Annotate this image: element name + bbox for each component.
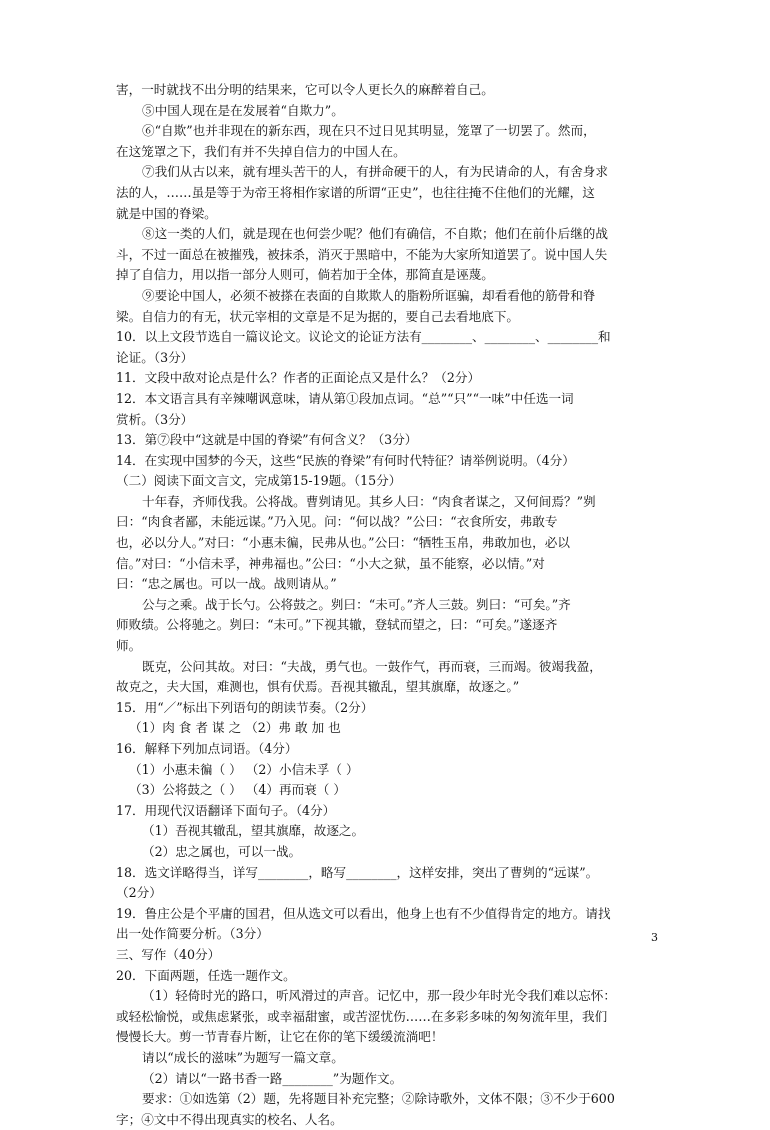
question-11: 11．文段中敌对论点是什么？作者的正面论点又是什么？（2分） xyxy=(116,370,481,386)
text-line: 公与之乘。战于长勺。公将鼓之。刿曰：“未可。”齐人三鼓。刿曰：“可矣。”齐 xyxy=(142,596,571,612)
section-heading: 三、写作（40分） xyxy=(116,946,221,962)
question-14: 14．在实现中国梦的今天，这些“民族的脊梁”有何时代特征？请举例说明。（4分） xyxy=(116,452,575,468)
text-line: ⑨要论中国人，必须不被搽在表面的自欺欺人的脂粉所诓骗，却看看他的筋骨和脊 xyxy=(142,287,596,303)
text-line: 赏析。（3分） xyxy=(116,411,194,427)
text-line: 师败绩。公将驰之。刿曰：“未可。”下视其辙，登轼而望之，曰：“可矣。”遂逐齐 xyxy=(116,617,558,633)
text-line: 梁。自信力的有无，状元宰相的文章是不足为据的，要自己去看地底下。 xyxy=(116,308,519,324)
question-13: 13．第⑦段中“这就是中国的脊梁”有何含义？（3分） xyxy=(116,432,418,448)
text-line: 害，一时就找不出分明的结果来，它可以令人更长久的麻醉着自己。 xyxy=(116,82,494,97)
text-line: 请以“成长的滋味”为题写一篇文章。 xyxy=(142,1049,344,1065)
text-line: 曰：“忠之属也。可以一战。战则请从。” xyxy=(116,576,337,592)
text-line: 慢慢长大。剪一节青春片断，让它在你的笔下缓缓流淌吧！ xyxy=(116,1029,444,1045)
section-heading: （二）阅读下面文言文，完成第15-19题。（15分） xyxy=(116,473,402,489)
page-number: 3 xyxy=(651,931,658,944)
text-line: （3）公将鼓之（ ） （4）再而衰（ ） xyxy=(129,782,346,798)
text-line: 曰：“肉食者鄙，未能远谋。”乃入见。问：“何以战？”公曰：“衣食所安，弗敢专 xyxy=(116,514,558,530)
question-16: 16．解释下列加点词语。（4分） xyxy=(116,741,298,756)
text-line: （1）轻倚时光的路口，听风滑过的声音。记忆中，那一段少年时光令我们难以忘怀： xyxy=(142,988,616,1004)
question-17: 17．用现代汉语翻译下面句子。（4分） xyxy=(116,802,336,818)
question-18: 18．选文详略得当，详写________，略写________，这样安排，突出了曹刿的“远谋”。 xyxy=(116,864,599,880)
text-line: （2分） xyxy=(116,885,162,901)
text-line: 斗，不过一面总在被摧残，被抹杀，消灭于黑暗中，不能为大家所知道罢了。说中国人失 xyxy=(116,246,608,262)
text-line: （1）肉 食 者 谋 之 （2）弗 敢 加 也 xyxy=(129,720,341,736)
text-line: 信。”对曰：“小信未孚，神弗福也。”公曰：“小大之狱，虽不能察，必以情。”对 xyxy=(116,555,545,571)
text-line: ⑤中国人现在是在发展着“自欺力”。 xyxy=(142,102,344,118)
question-12: 12．本文语言具有辛辣嘲讽意味，请从第①段加点词。“总”“只”“一味”中任选一词 xyxy=(116,390,574,406)
text-line: （2）忠之属也，可以一战。 xyxy=(142,843,302,859)
text-line: 既克，公问其故。对曰：“夫战，勇气也。一鼓作气，再而衰，三而竭。彼竭我盈， xyxy=(142,658,602,674)
text-line: （1）小惠未徧（ ） （2）小信未孚（ ） xyxy=(129,761,359,777)
question-20: 20．下面两题，任选一题作文。 xyxy=(116,967,296,983)
text-line: 或轻松愉悦，或焦虑紧张，或幸福甜蜜，或苦涩忧伤……在多彩多味的匆匆流年里，我们 xyxy=(116,1008,608,1024)
text-line: 在这笼罩之下，我们有并不失掉自信力的中国人在。 xyxy=(116,143,406,159)
text-line: 字；④文中不得出现真实的校名、人名。 xyxy=(116,1111,343,1127)
text-line: 师。 xyxy=(116,638,142,654)
text-line: 十年春，齐师伐我。公将战。曹刿请见。其乡人曰：“肉食者谋之，又何间焉？”刿 xyxy=(142,493,596,509)
text-line: 就是中国的脊梁。 xyxy=(116,205,217,221)
text-line: 故克之，夫大国，难测也，惧有伏焉。吾视其辙乱，望其旗靡，故逐之。” xyxy=(116,679,520,695)
question-19: 19．鲁庄公是个平庸的国君，但从选文可以看出，他身上也有不少值得肯定的地方。请找 xyxy=(116,905,611,921)
text-line: ⑦我们从古以来，就有埋头苦干的人，有拼命硬干的人，有为民请命的人，有舍身求 xyxy=(142,164,608,180)
document-body xyxy=(116,80,656,1130)
text-line: 掉了自信力，用以指一部分人则可，倘若加于全体，那简直是诬蔑。 xyxy=(116,267,494,283)
text-line: ⑧这一类的人们，就是现在也何尝少呢？他们有确信，不自欺；他们在前仆后继的战 xyxy=(142,226,608,242)
text-line: （2）请以“一路书香一路________”为题作文。 xyxy=(142,1070,403,1086)
question-15: 15．用“／”标出下列语句的朗读节奏。（2分） xyxy=(116,699,374,715)
text-line: 要求：①如选第（2）题，先将题目补充完整；②除诗歌外，文体不限；③不少于600 xyxy=(142,1091,615,1107)
text-line: （1）吾视其辙乱，望其旗靡，故逐之。 xyxy=(142,823,365,839)
text-line: 论证。（3分） xyxy=(116,349,194,365)
text-line: 法的人，……虽是等于为帝王将相作家谱的所谓“正史”，也往往掩不住他们的光耀，这 xyxy=(116,184,595,200)
text-line: 出一处作简要分析。（3分） xyxy=(116,926,269,942)
text-line: ⑥“自欺”也并非现在的新东西，现在只不过日见其明显，笼罩了一切罢了。然而， xyxy=(142,123,596,139)
text-line: 也，必以分人。”对曰：“小惠未徧，民弗从也。”公曰：“牺牲玉帛，弗敢加也，必以 xyxy=(116,535,570,551)
question-10: 10．以上文段节选自一篇议论文。议论文的论证方法有________、________、________和 xyxy=(116,329,611,345)
